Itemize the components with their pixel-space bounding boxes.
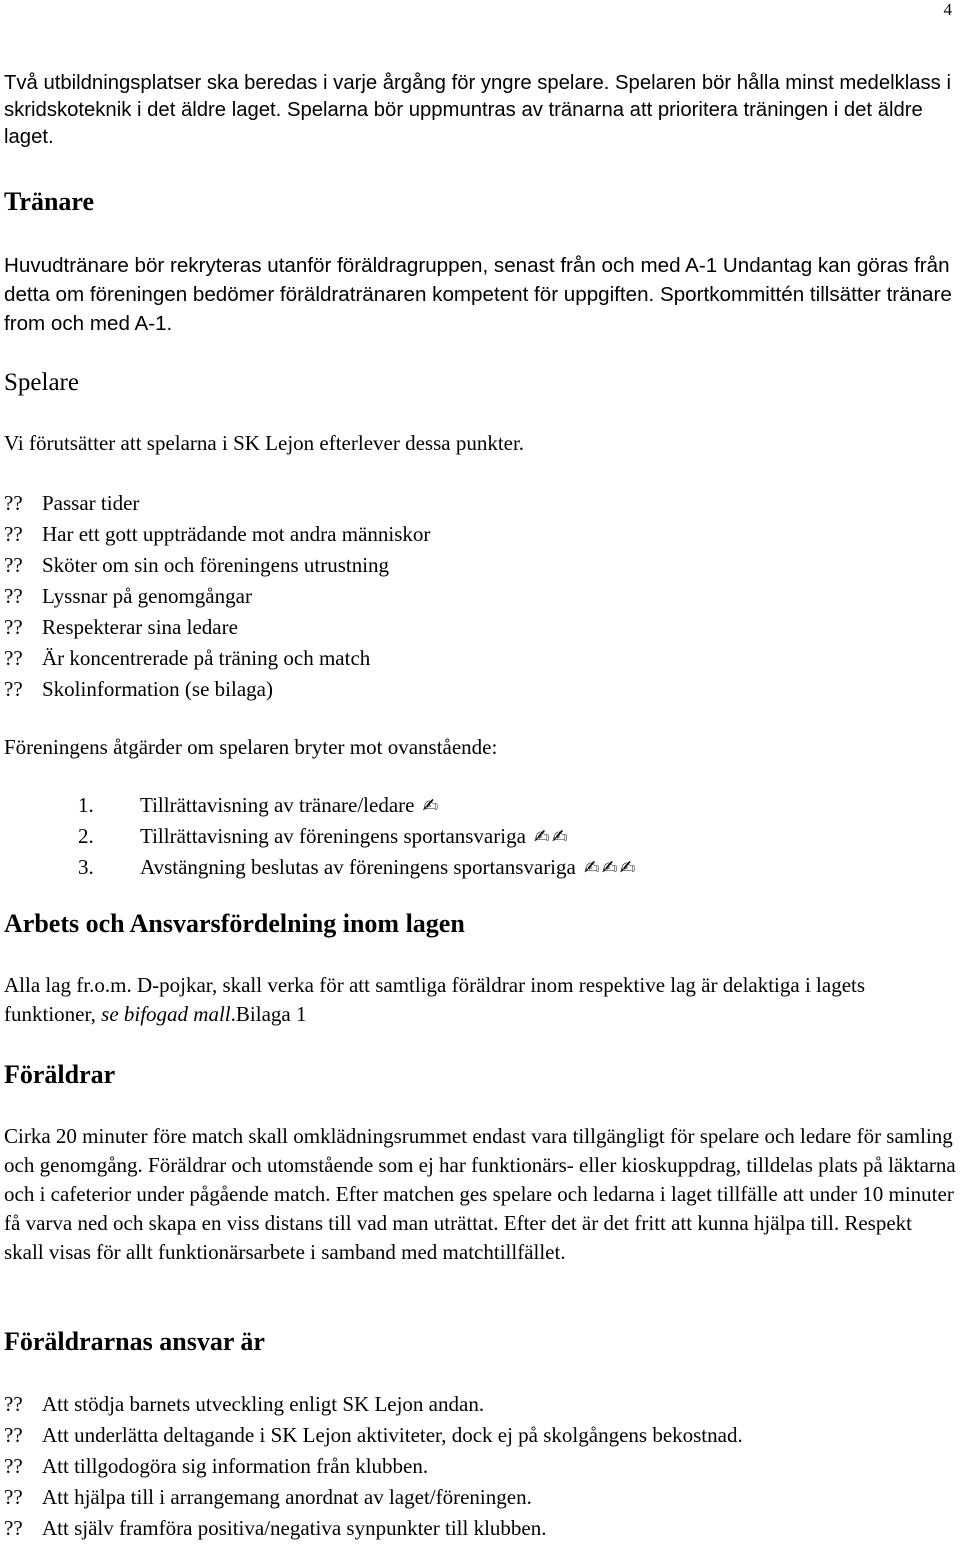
bullet-marker: ?? [4,491,23,515]
bullet-marker: ?? [4,1516,23,1540]
foraldrar-heading: Föräldrar [4,1060,116,1089]
numbered-item [4,821,956,852]
list-item: ?? Sköter om sin och föreningens utrustning [4,550,956,581]
ansvar-list [4,1389,956,1544]
ansvar-heading: Föräldrarnas ansvar är [4,1327,265,1356]
bullet-marker: ?? [4,615,23,639]
item-number: 3. [78,855,94,879]
list-item: ?? Skolinformation (se bilaga) [4,674,956,705]
item-number: 2. [78,824,94,848]
item-text: Avstängning beslutas av föreningens sportansvariga [140,855,576,879]
tranare-heading: Tränare [4,187,95,216]
list-item: ?? Att stödja barnets utveckling enligt SK Lejon andan. [4,1389,956,1420]
arbets-heading: Arbets och Ansvarsfördelning inom lagen [4,909,465,938]
list-item: ?? Att tillgodogöra sig information från klubben. [4,1451,956,1482]
pen-icon: ✍ [422,795,441,817]
bullet-marker: ?? [4,1392,23,1416]
pen-icon: ✍✍ [533,826,570,848]
bullet-marker: ?? [4,522,23,546]
tranare-paragraph: Huvudtränare bör rekryteras utanför föräldragruppen, senast från och med A-1 Undantag kan göras från detta om föreningen bedömer föräldratränaren kompetent för uppgiften. Sportkommittén tillsätter tränare from och med A-1. [4,254,952,335]
pen-icon: ✍✍✍ [583,857,638,879]
item-text: Tillrättavisning av tränare/ledare [140,793,415,817]
list-item: ?? Lyssnar på genomgångar [4,581,956,612]
bullet-marker: ?? [4,646,23,670]
spelare-list [4,488,956,705]
list-item: ?? Att underlätta deltagande i SK Lejon aktiviteter, dock ej på skolgångens bekostnad. [4,1420,956,1451]
list-item: ?? Respekterar sina ledare [4,612,956,643]
item-number: 1. [78,793,94,817]
bullet-marker: ?? [4,1423,23,1447]
bullet-marker: ?? [4,553,23,577]
arbets-paragraph: Alla lag fr.o.m. D-pojkar, skall verka för att samtliga föräldrar inom respektive lag är delaktiga i lagets funktioner, se bifogad mall.Bilaga 1 [4,973,866,1026]
bullet-marker: ?? [4,1454,23,1478]
bullet-marker: ?? [4,677,23,701]
bullet-marker: ?? [4,584,23,608]
list-item: ?? Är koncentrerade på träning och match [4,643,956,674]
page-number: 4 [943,0,952,19]
list-item: ?? Att hjälpa till i arrangemang anordnat av laget/föreningen. [4,1482,956,1513]
list-item: ?? Att själv framföra positiva/negativa synpunkter till klubben. [4,1513,956,1544]
numbered-item [4,790,956,821]
list-item: ?? Passar tider [4,488,956,519]
numbered-item [4,852,956,883]
spelare-intro: Vi förutsätter att spelarna i SK Lejon efterlever dessa punkter. [4,431,525,455]
list-item: ?? Har ett gott uppträdande mot andra människor [4,519,956,550]
spelare-heading: Spelare [4,369,79,396]
actions-intro: Föreningens åtgärder om spelaren bryter mot ovanstående: [4,735,498,759]
intro-paragraph: Två utbildningsplatser ska beredas i varje årgång för yngre spelare. Spelaren bör hålla minst medelklass i skridskoteknik i det äldre laget. Spelarna bör uppmuntras av tränarna att prioritera träningen i det äldre laget. [4,72,951,148]
item-text: Tillrättavisning av föreningens sportansvariga [140,824,526,848]
actions-list [4,790,956,883]
bullet-marker: ?? [4,1485,23,1509]
foraldrar-paragraph: Cirka 20 minuter före match skall omklädningsrummet endast vara tillgängligt för spelare och ledare för samling och genomgång. Föräldrar och utomstående som ej har funktionärs- eller kioskuppdrag, tilldelas plats på läktarna och i cafeterior under pågående match. Efter matchen ges spelare och ledarna i laget tillfälle att under 10 minuter få varva ned och skapa en viss distans till vad man uträttat. Efter det är det fritt att kunna hjälpa till. Respekt skall visas för allt funktionärsarbete i samband med matchtillfället. [4,1124,956,1264]
